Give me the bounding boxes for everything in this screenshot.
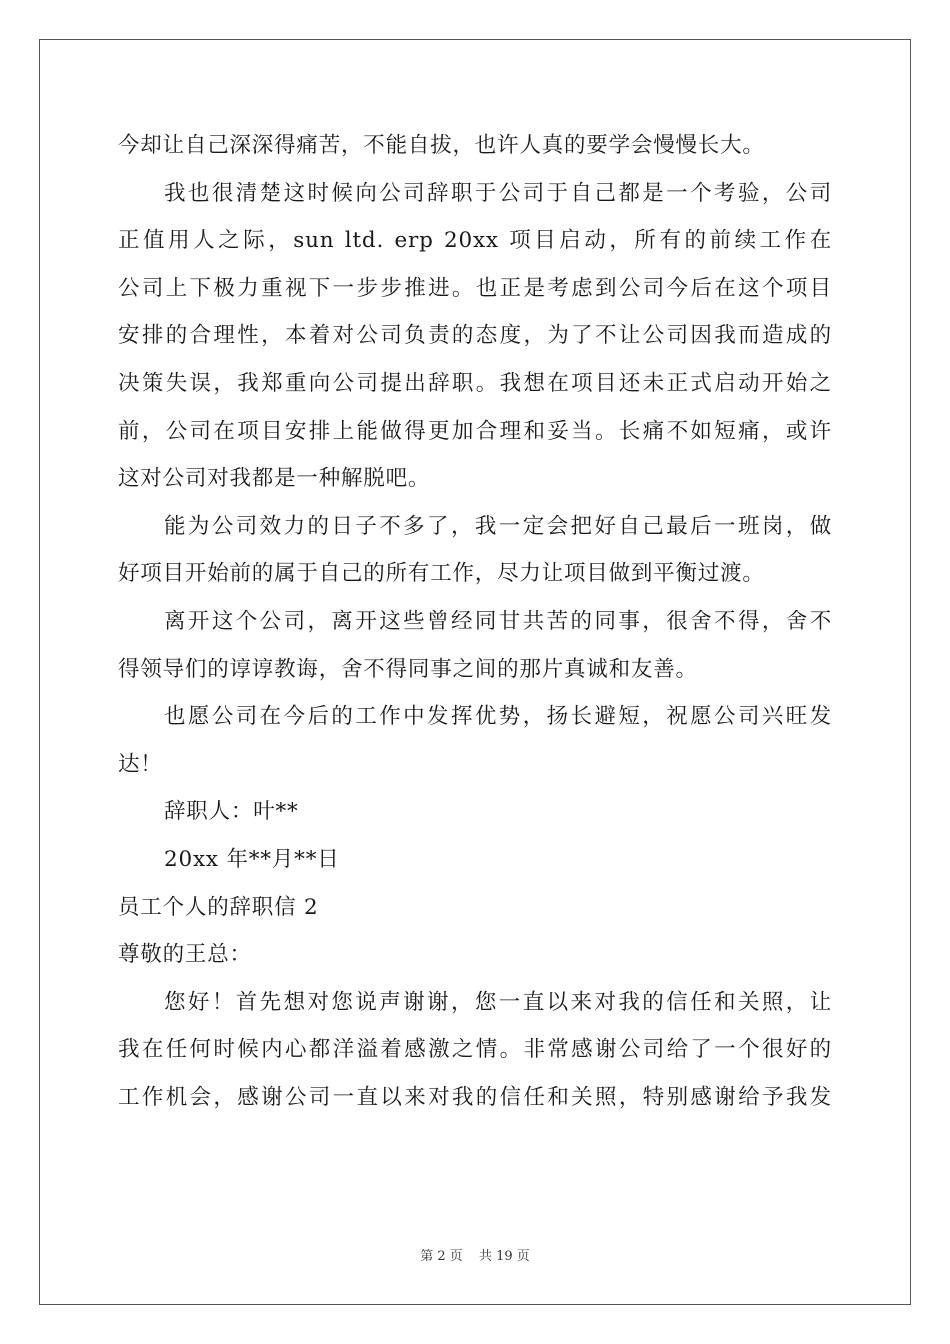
page-total: 共 19 页 <box>478 1249 530 1264</box>
text-line: 尊敬的王总： <box>118 942 252 968</box>
text-line: 这对公司对我都是一种解脱吧。 <box>118 466 431 492</box>
text-line: 今却让自己深深得痛苦，不能自拔，也许人真的要学会慢慢长大。 <box>118 133 765 158</box>
text-line: 公司上下极力重视下一步步推进。也正是考虑到公司今后在这个项目 <box>118 275 832 301</box>
text-line: 好项目开始前的属于自己的所有工作，尽力让项目做到平衡过渡。 <box>118 561 765 587</box>
text-line: 您好！首先想对您说声谢谢，您一直以来对我的信任和关照，让 <box>164 989 832 1015</box>
text-line: 正值用人之际，sun ltd. erp 20xx 项目启动，所有的前续工作在 <box>118 228 832 254</box>
text-line: 也愿公司在今后的工作中发挥优势，扬长避短，祝愿公司兴旺发 <box>164 704 832 730</box>
text-line: 能为公司效力的日子不多了，我一定会把好自己最后一班岗，做 <box>164 513 832 539</box>
text-line: 得领导们的谆谆教诲，舍不得同事之间的那片真诚和友善。 <box>118 656 698 682</box>
text-line: 达！ <box>118 751 163 777</box>
text-line: 员工个人的辞职信 2 <box>118 894 319 920</box>
text-line: 决策失误，我郑重向公司提出辞职。我想在项目还未正式启动开始之 <box>118 371 832 396</box>
page-footer <box>0 1245 950 1264</box>
page-number: 第 2 页 <box>420 1249 463 1264</box>
text-line: 工作机会，感谢公司一直以来对我的信任和关照，特别感谢给予我发 <box>118 1085 832 1110</box>
text-line: 我也很清楚这时候向公司辞职于公司于自己都是一个考验，公司 <box>164 180 832 206</box>
text-line: 前，公司在项目安排上能做得更加合理和妥当。长痛不如短痛，或许 <box>118 418 832 444</box>
text-line: 离开这个公司，离开这些曾经同甘共苦的同事，很舍不得，舍不 <box>164 609 832 634</box>
text-line: 20xx 年**月**日 <box>164 847 340 872</box>
text-line: 安排的合理性，本着对公司负责的态度，为了不让公司因我而造成的 <box>118 323 832 349</box>
text-line: 辞职人：叶** <box>164 799 299 825</box>
text-line: 我在任何时候内心都洋溢着感激之情。非常感谢公司给了一个很好的 <box>118 1037 832 1063</box>
